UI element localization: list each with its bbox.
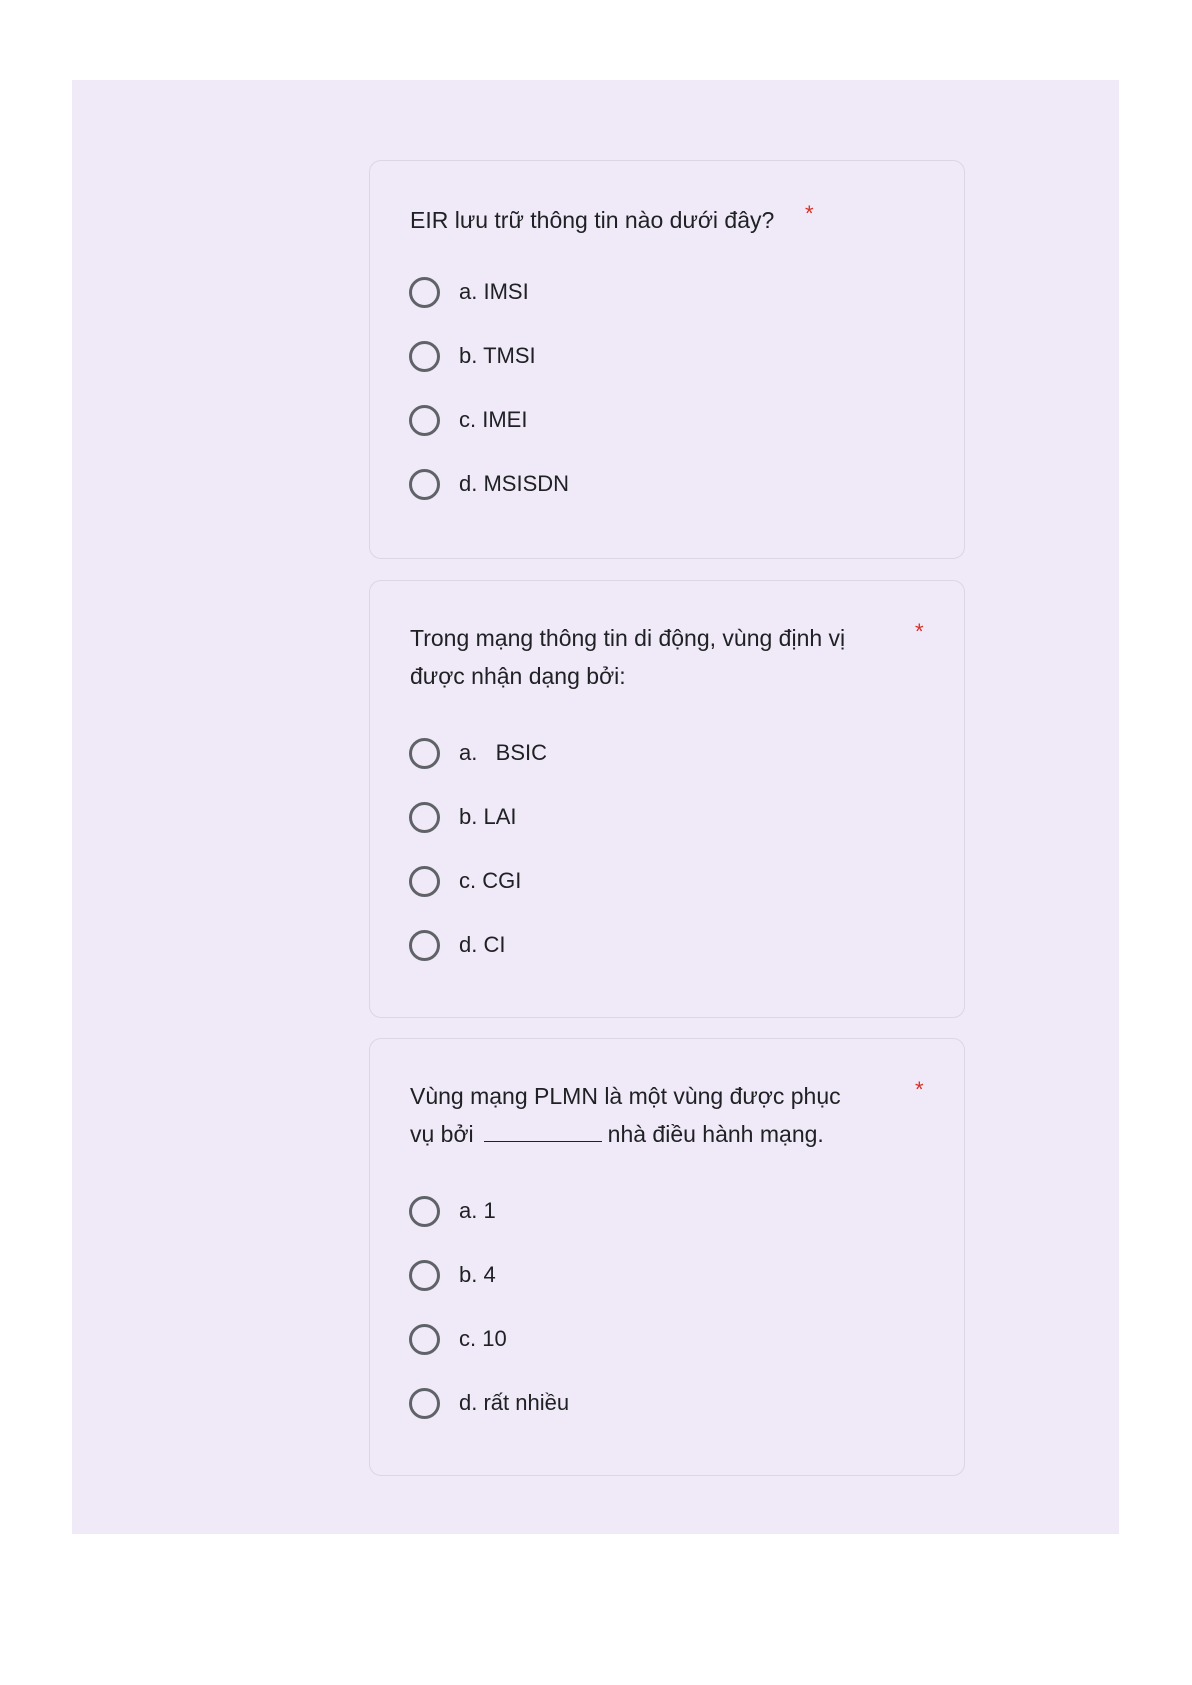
radio-button-icon[interactable] [409, 1260, 440, 1291]
radio-button-icon[interactable] [409, 469, 440, 500]
option-list [409, 738, 929, 994]
question-title [410, 619, 930, 695]
option-label[interactable]: d. rất nhiều [459, 1390, 570, 1415]
option-b[interactable] [409, 1260, 929, 1324]
radio-button-icon[interactable] [409, 802, 440, 833]
question-card-3 [369, 1038, 965, 1476]
radio-button-icon[interactable] [409, 341, 440, 372]
radio-button-icon[interactable] [409, 1196, 440, 1227]
option-label[interactable]: d. MSISDN [459, 471, 570, 496]
option-c[interactable] [409, 1324, 929, 1388]
radio-button-icon[interactable] [409, 277, 440, 308]
form-background [72, 80, 1119, 1534]
option-label[interactable]: b. 4 [459, 1262, 496, 1287]
option-list [409, 277, 929, 533]
question-card-1 [369, 160, 965, 559]
option-d[interactable] [409, 469, 929, 533]
radio-button-icon[interactable] [409, 930, 440, 961]
option-a[interactable] [409, 277, 929, 341]
option-label[interactable]: c. 10 [459, 1326, 507, 1351]
option-label[interactable]: a. IMSI [459, 279, 529, 304]
option-label[interactable]: b. TMSI [459, 343, 536, 368]
option-label[interactable]: c. CGI [459, 868, 522, 893]
option-d[interactable] [409, 1388, 929, 1452]
radio-button-icon[interactable] [409, 1324, 440, 1355]
option-b[interactable] [409, 802, 929, 866]
radio-button-icon[interactable] [409, 405, 440, 436]
radio-button-icon[interactable] [409, 1388, 440, 1419]
radio-button-icon[interactable] [409, 738, 440, 769]
required-asterisk: * [915, 1077, 924, 1102]
question-title-line1: Vùng mạng PLMN là một vùng được phục [410, 1083, 841, 1109]
radio-button-icon[interactable] [409, 866, 440, 897]
option-d[interactable] [409, 930, 929, 994]
option-list [409, 1196, 929, 1452]
question-card-2 [369, 580, 965, 1018]
question-title-line2-before: vụ bởi [410, 1121, 474, 1147]
option-label[interactable]: d. CI [459, 932, 506, 957]
option-b[interactable] [409, 341, 929, 405]
fill-in-blank [484, 1119, 602, 1142]
question-title-line2-after: nhà điều hành mạng. [607, 1121, 824, 1147]
option-a[interactable] [409, 738, 929, 802]
question-title [410, 1077, 930, 1153]
option-label[interactable]: c. IMEI [459, 407, 528, 432]
required-asterisk: * [805, 201, 814, 226]
question-title: EIR lưu trữ thông tin nào dưới đây? [410, 207, 775, 233]
question-title-line2: được nhận dạng bởi: [410, 663, 626, 689]
option-a[interactable] [409, 1196, 929, 1260]
option-label[interactable]: b. LAI [459, 804, 517, 829]
option-c[interactable] [409, 866, 929, 930]
required-asterisk: * [915, 619, 924, 644]
option-label[interactable]: a. BSIC [459, 740, 548, 765]
option-label[interactable]: a. 1 [459, 1198, 496, 1223]
option-c[interactable] [409, 405, 929, 469]
question-title-line1: Trong mạng thông tin di động, vùng định vị [410, 625, 846, 651]
